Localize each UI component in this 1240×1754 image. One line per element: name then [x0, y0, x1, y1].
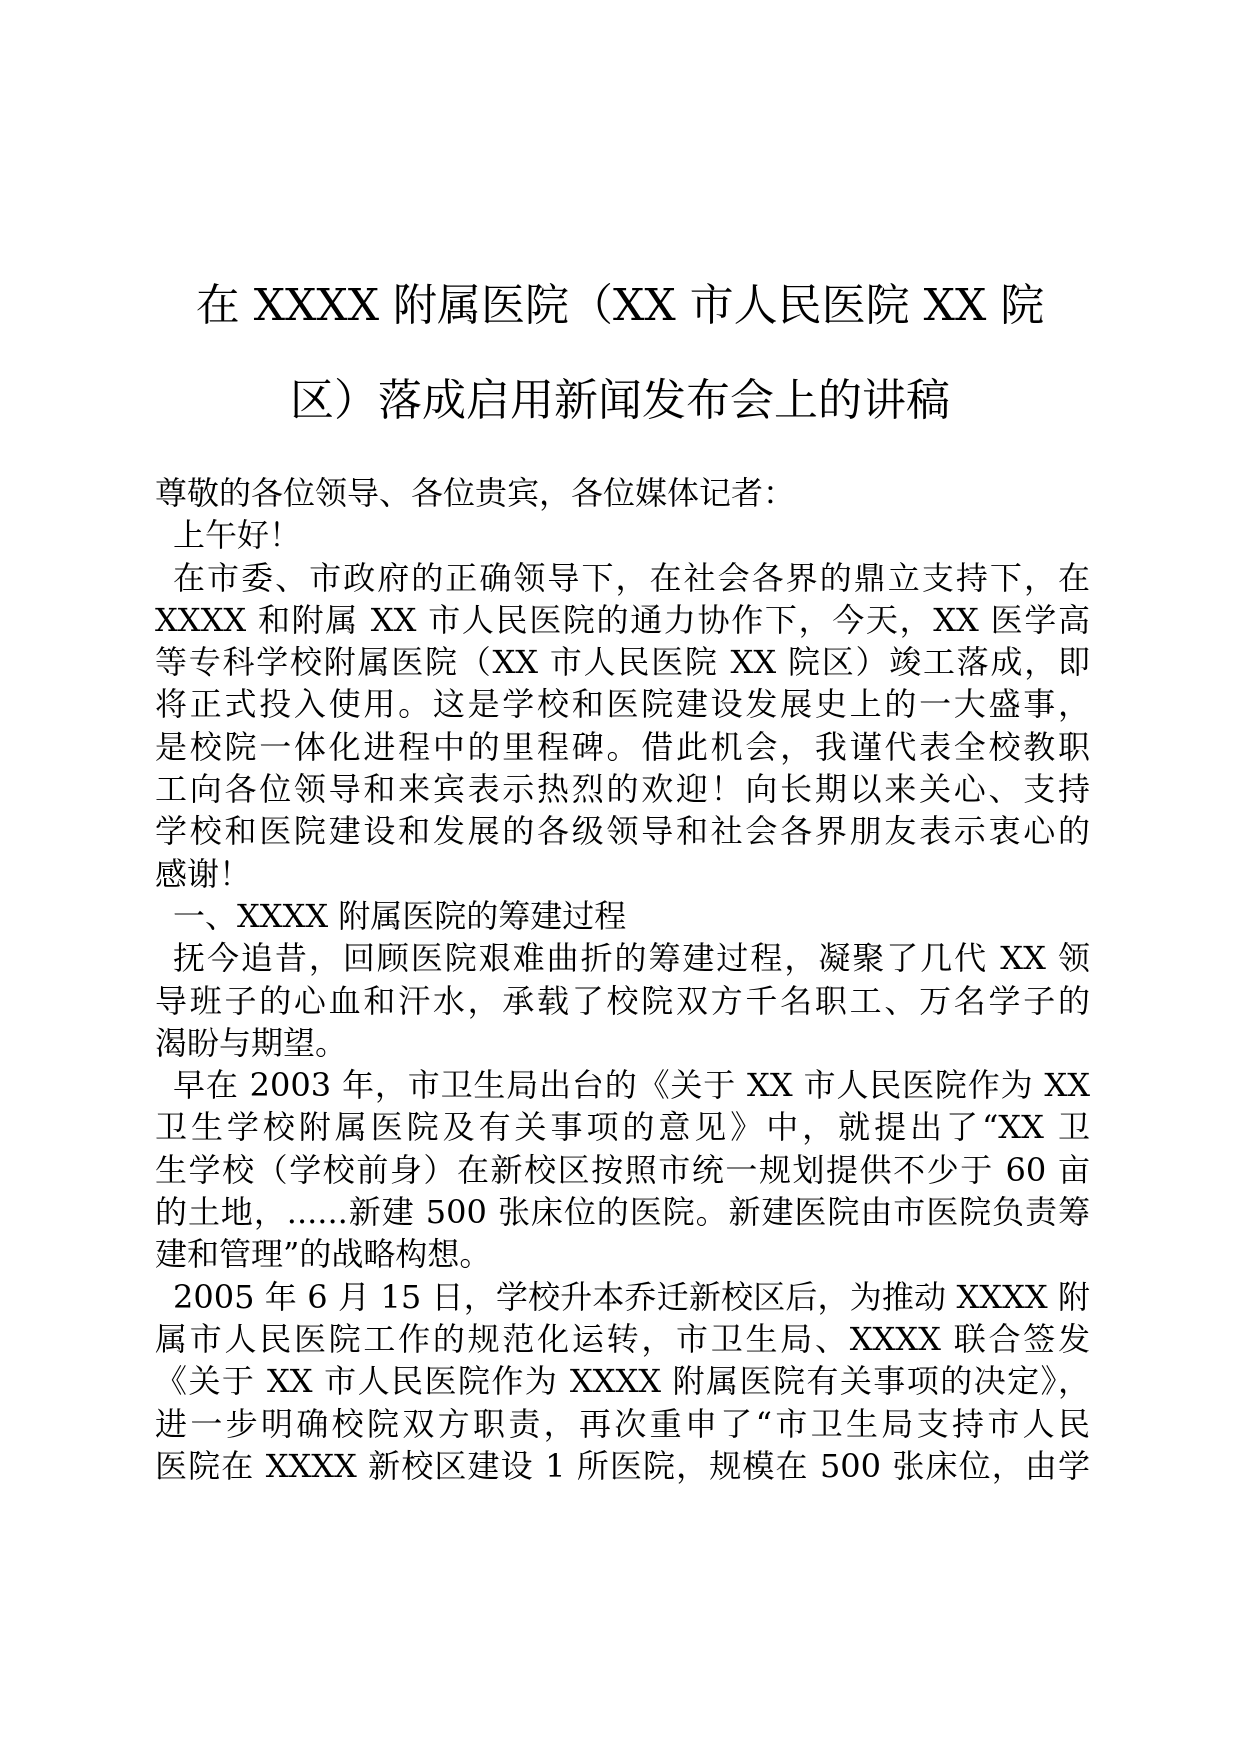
body-line: 等专科学校附属医院（XX 市人民医院 XX 院区）竣工落成，即 [155, 643, 1090, 682]
body-line: 上午好！ [173, 516, 302, 555]
body-line: XXXX 和附属 XX 市人民医院的通力协作下，今天，XX 医学高 [155, 600, 1090, 639]
body-line: 抚今追昔，回顾医院艰难曲折的筹建过程，凝聚了几代 XX 领 [173, 939, 1090, 978]
body-line: 一、XXXX 附属医院的筹建过程 [173, 896, 627, 935]
body-line: 渴盼与期望。 [155, 1023, 348, 1062]
body-line: 进一步明确校院双方职责，再次重申了“市卫生局支持市人民 [155, 1404, 1090, 1443]
body-line: 工向各位领导和来宾表示热烈的欢迎！向长期以来关心、支持 [155, 770, 1090, 809]
body-line: 早在 2003 年，市卫生局出台的《关于 XX 市人民医院作为 XX [173, 1066, 1090, 1105]
body-line: 是校院一体化进程中的里程碑。借此机会，我谨代表全校教职 [155, 727, 1090, 766]
body-line: 2005 年 6 月 15 日，学校升本乔迁新校区后，为推动 XXXX 附 [173, 1277, 1090, 1316]
body-line: 尊敬的各位领导、各位贵宾，各位媒体记者： [155, 474, 796, 512]
body-line: 将正式投入使用。这是学校和医院建设发展史上的一大盛事， [155, 685, 1090, 724]
body-line: 感谢！ [155, 854, 252, 893]
body-line: 属市人民医院工作的规范化运转，市卫生局、XXXX 联合签发 [155, 1319, 1090, 1358]
body-line: 的土地，......新建 500 张床位的医院。新建医院由市医院负责筹 [155, 1193, 1090, 1232]
body-line: 学校和医院建设和发展的各级领导和社会各界朋友表示衷心的 [155, 812, 1090, 851]
body-line: 导班子的心血和汗水，承载了校院双方千名职工、万名学子的 [155, 981, 1090, 1020]
body-line: 在市委、市政府的正确领导下，在社会各界的鼎立支持下，在 [173, 558, 1090, 597]
title-line-1: 在 XXXX 附属医院（XX 市人民医院 XX 院 [195, 280, 1045, 331]
body-line: 医院在 XXXX 新校区建设 1 所医院，规模在 500 张床位，由学 [155, 1446, 1090, 1485]
body-line: 卫生学校附属医院及有关事项的意见》中，就提出了“XX 卫 [155, 1108, 1090, 1147]
document-title [150, 258, 1090, 448]
title-line-2: 区）落成启用新闻发布会上的讲稿 [290, 375, 950, 426]
body-line: 《关于 XX 市人民医院作为 XXXX 附属医院有关事项的决定》， [155, 1362, 1090, 1401]
body-line: 建和管理”的战略构想。 [155, 1235, 492, 1274]
body-line: 生学校（学校前身）在新校区按照市统一规划提供不少于 60 亩 [155, 1150, 1090, 1189]
document-body [155, 472, 1090, 1487]
